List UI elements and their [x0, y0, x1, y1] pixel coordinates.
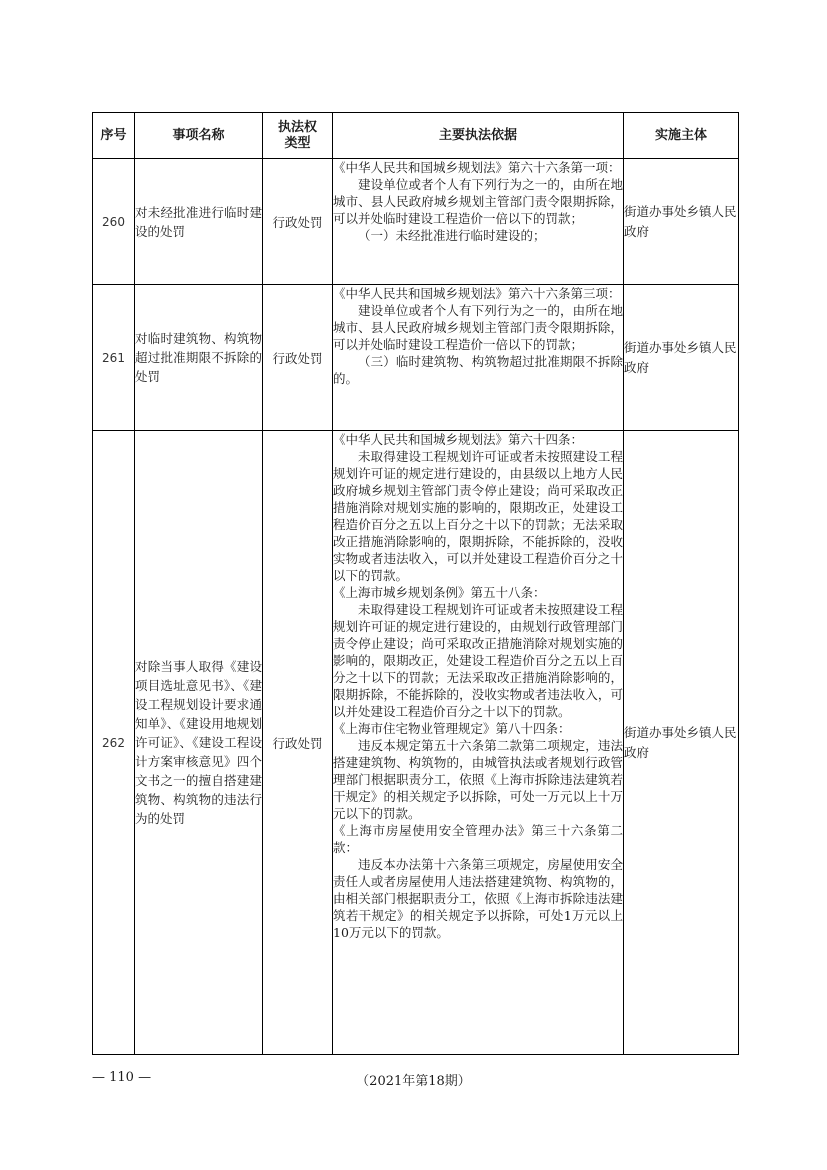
basis-paragraph: 未取得建设工程规划许可证或者未按照建设工程规划许可证的规定进行建设的，由县级以上地方人民政府城乡规划主管部门责令停止建设；尚可采取改正措施消除对规划实施的影响的，限期改正，处建设工程造价百分之五以上百分之十以下的罚款；无法采取改正措施消除影响的，限期拆除，不能拆除的，没收实物或者违法收入，可以并处建设工程造价百分之十以下的罚款。 — [333, 449, 623, 583]
header-seq: 序号 — [93, 113, 135, 159]
basis-ref: 《上海市城乡规划条例》第五十八条： — [333, 585, 546, 600]
row-seq: 261 — [93, 285, 135, 431]
basis-ref: 《上海市住宅物业管理规定》第八十四条： — [333, 721, 571, 736]
basis-ref: 《中华人民共和国城乡规划法》第六十四条： — [333, 432, 584, 447]
page-number: — 110 — — [92, 1070, 152, 1085]
header-basis: 主要执法依据 — [333, 113, 624, 159]
enforcement-table — [92, 112, 739, 1055]
basis-ref: 《中华人民共和国城乡规划法》第六十六条第三项： — [333, 286, 621, 301]
table-row — [93, 159, 739, 285]
basis-item: （一）未经批准进行临时建设的； — [358, 228, 546, 243]
row-type: 行政处罚 — [263, 431, 333, 1055]
header-type-label: 执法权类型 — [277, 119, 317, 151]
issue-label: （2021年第18期） — [356, 1074, 471, 1089]
row-type: 行政处罚 — [263, 285, 333, 431]
basis-item: （三）临时建筑物、构筑物超过批准期限不拆除的。 — [333, 354, 623, 386]
basis-paragraph: 建设单位或者个人有下列行为之一的，由所在地城市、县人民政府城乡规划主管部门责令限期拆除，可以并处临时建设工程造价一倍以下的罚款； — [333, 303, 623, 352]
basis-paragraph: 建设单位或者个人有下列行为之一的，由所在地城市、县人民政府城乡规划主管部门责令限期拆除，可以并处临时建设工程造价一倍以下的罚款； — [333, 177, 623, 226]
row-basis — [333, 285, 624, 431]
row-basis — [333, 159, 624, 285]
basis-ref: 《上海市房屋使用安全管理办法》第三十六条第二款： — [333, 823, 623, 855]
row-seq: 262 — [93, 431, 135, 1055]
row-seq: 260 — [93, 159, 135, 285]
row-name: 对除当事人取得《建设项目选址意见书》、《建设工程规划设计要求通知单》、《建设用地规划许可证》、《建设工程设计方案审核意见》四个文书之一的擅自搭建建筑物、构筑物的违法行为的处罚 — [135, 431, 263, 1055]
basis-paragraph: 违反本办法第十六条第三项规定，房屋使用安全责任人或者房屋使用人违法搭建建筑物、构筑物的，由相关部门根据职责分工，依照《上海市拆除违法建筑若干规定》的相关规定予以拆除，可处1万元以上10万元以下的罚款。 — [333, 857, 623, 940]
basis-paragraph: 未取得建设工程规划许可证或者未按照建设工程规划许可证的规定进行建设的，由规划行政管理部门责令停止建设；尚可采取改正措施消除对规划实施的影响的，限期改正，处建设工程造价百分之五以上百分之十以下的罚款；无法采取改正措施消除影响的，限期拆除，不能拆除的，没收实物或者违法收入，可以并处建设工程造价百分之十以下的罚款。 — [333, 602, 623, 719]
basis-ref: 《中华人民共和国城乡规划法》第六十六条第一项： — [333, 160, 621, 175]
row-subject: 街道办事处乡镇人民政府 — [624, 159, 739, 285]
row-subject: 街道办事处乡镇人民政府 — [624, 431, 739, 1055]
row-subject: 街道办事处乡镇人民政府 — [624, 285, 739, 431]
row-name: 对临时建筑物、构筑物超过批准期限不拆除的处罚 — [135, 285, 263, 431]
header-subject: 实施主体 — [624, 113, 739, 159]
table-row — [93, 431, 739, 1055]
row-basis — [333, 431, 624, 1055]
table-header-row — [93, 113, 739, 159]
table-row — [93, 285, 739, 431]
header-name: 事项名称 — [135, 113, 263, 159]
basis-paragraph: 违反本规定第五十六条第二款第二项规定，违法搭建建筑物、构筑物的，由城管执法或者规划行政管理部门根据职责分工，依照《上海市拆除违法建筑若干规定》的相关规定予以拆除，可处一万元以上十万元以下的罚款。 — [333, 738, 623, 821]
header-type — [263, 113, 333, 159]
row-type: 行政处罚 — [263, 159, 333, 285]
row-name: 对未经批准进行临时建设的处罚 — [135, 159, 263, 285]
